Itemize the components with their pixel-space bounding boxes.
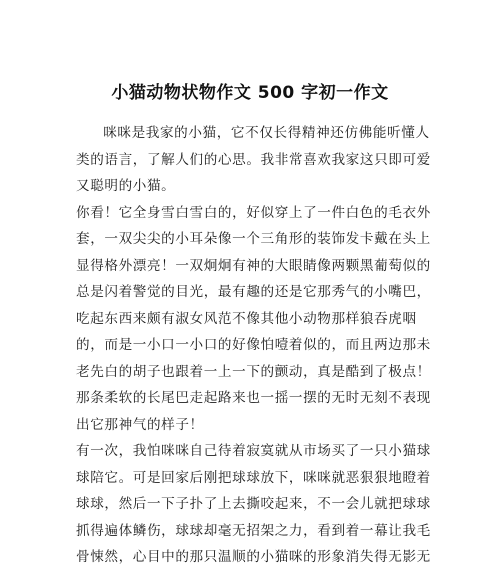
paragraph-intro: 咪咪是我家的小猫，它不仅长得精神还仿佛能听懂人类的语言，了解人们的心思。我非常喜欢我家这只即可爱又聪明的小猫。 xyxy=(76,125,431,194)
paragraph-appearance: 你看！它全身雪白雪白的，好似穿上了一件白色的毛衣外套，一双尖尖的小耳朵像一个三角形的装饰发卡戴在头上显得格外漂亮！一双炯炯有神的大眼睛像两颗黑葡萄似的总是闪着警觉的目光，最有趣的还是它那秀气的小嘴巴，吃起东西来颇有淑女风范不像其他小动物那样狼吞虎咽的，而是一小口一小口的好像怕噎着似的，而且两边那未老先白的胡子也跟着一上一下的颤动，真是酷到了极点！那条柔软的长尾巴走起路来也一摇一摆的无时无刻不表现出它那神气的样子！ xyxy=(76,204,431,433)
document-title: 小猫动物状物作文 500 字初一作文 xyxy=(111,83,389,103)
document-body xyxy=(76,120,432,571)
paragraph-story: 有一次，我怕咪咪自己待着寂寞就从市场买了一只小猫球球陪它。可是回家后刚把球球放下，咪咪就恶狠狠地瞪着球球，然后一下子扑了上去撕咬起来，不一会儿就把球球抓得遍体鳞伤，球球却毫无招架之力，看到着一幕让我毛骨悚然，心目中的那只温顺的小猫咪的形象消失得无影无 xyxy=(76,443,431,565)
